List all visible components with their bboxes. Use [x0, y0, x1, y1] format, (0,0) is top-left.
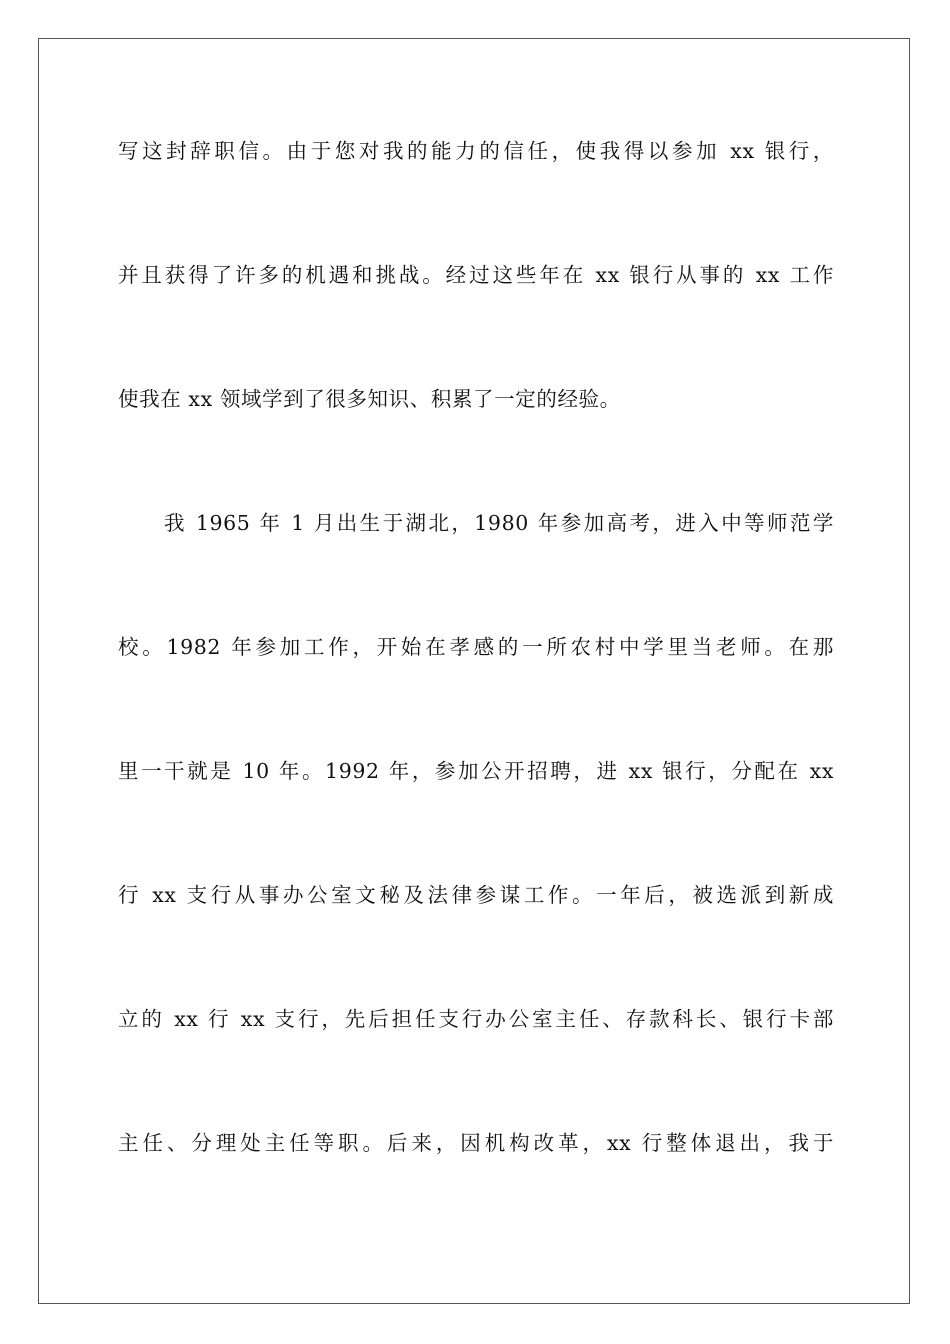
paragraph-line: 使我在 xx 领域学到了很多知识、积累了一定的经验。 [118, 387, 621, 411]
paragraph-line: 立的 xx 行 xx 支行，先后担任支行办公室主任、存款科长、银行卡部 [118, 1007, 834, 1031]
paragraph-line: 行 xx 支行从事办公室文秘及法律参谋工作。一年后，被选派到新成 [118, 883, 834, 907]
paragraph-line: 写这封辞职信。由于您对我的能力的信任，使我得以参加 xx 银行， [118, 139, 834, 163]
paragraph-line: 并且获得了许多的机遇和挑战。经过这些年在 xx 银行从事的 xx 工作 [118, 263, 834, 287]
paragraph-line: 主任、分理处主任等职。后来，因机构改革，xx 行整体退出，我于 [118, 1131, 834, 1155]
page-border [38, 38, 910, 1304]
paragraph-line: 校。1982 年参加工作，开始在孝感的一所农村中学里当老师。在那 [118, 635, 834, 659]
paragraph-line: 里一干就是 10 年。1992 年，参加公开招聘，进 xx 银行，分配在 xx [118, 759, 834, 783]
paragraph-line: 我 1965 年 1 月出生于湖北，1980 年参加高考，进入中等师范学 [164, 511, 834, 535]
